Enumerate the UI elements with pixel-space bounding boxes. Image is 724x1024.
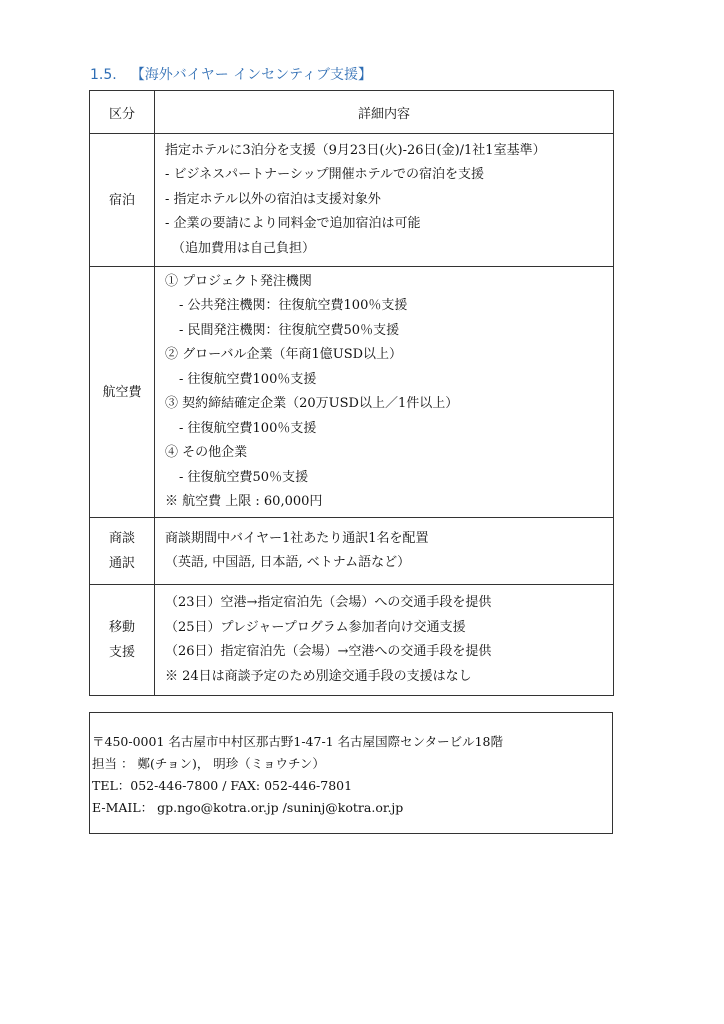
contact-box (89, 712, 613, 834)
details-cell (155, 518, 614, 585)
section-heading (90, 64, 372, 84)
category-cell (90, 585, 155, 696)
category-cell (90, 267, 155, 518)
detail-line: ※ 24日は商談予定のため別途交通手段の支援はなし (165, 668, 472, 684)
category-label: 支援 (108, 645, 135, 660)
category-label: 通訳 (108, 556, 135, 571)
detail-line: ① プロジェクト発注機関 (165, 273, 312, 289)
detail-line: （23日）空港→指定宿泊先（会場）への交通手段を提供 (165, 595, 492, 610)
detail-line: ※ 航空費 上限 : 60,000円 (165, 494, 323, 509)
table-row-airfare (90, 267, 614, 518)
header-category: 区分 (90, 91, 155, 134)
category-cell (90, 134, 155, 267)
detail-line: - 往復航空費100％支援 (179, 371, 317, 387)
contact-address: 〒450-0001 名古屋市中村区那古野1-47-1 名古屋国際センタービル18階 (92, 734, 504, 749)
detail-line: - 往復航空費100％支援 (179, 420, 317, 436)
detail-line: （英語, 中国語, 日本語, ベトナム語など） (165, 555, 411, 570)
detail-line: - 往復航空費50％支援 (179, 469, 309, 485)
detail-line: ③ 契約締結確定企業（20万USD以上／1件以上） (165, 396, 459, 411)
details-cell (155, 134, 614, 267)
table-row-lodging (90, 134, 614, 267)
category-label: 移動 (108, 620, 135, 635)
detail-line: - 指定ホテル以外の宿泊は支援対象外 (165, 191, 381, 207)
contact-phone-fax: TEL：052-446-7800 / FAX: 052-446-7801 (92, 778, 353, 793)
section-number: 1.5. (90, 67, 117, 83)
table-row-transport (90, 585, 614, 696)
table-header-row (90, 91, 614, 134)
detail-line: （25日）プレジャープログラム参加者向け交通支援 (165, 619, 466, 635)
header-details: 詳細内容 (155, 91, 614, 134)
category-label: 商談 (108, 531, 135, 546)
detail-line: - 公共発注機関：往復航空費100％支援 (179, 298, 408, 313)
section-title: 【海外バイヤー インセンティブ支援】 (130, 67, 373, 83)
detail-line: （追加費用は自己負担） (172, 240, 316, 256)
detail-line: - 企業の要請により同料金で追加宿泊は可能 (165, 216, 421, 232)
category-label: 航空費 (102, 384, 142, 400)
category-cell (90, 518, 155, 585)
detail-line: - ビジネスパートナーシップ開催ホテルでの宿泊を支援 (165, 167, 484, 183)
detail-line: （26日）指定宿泊先（会場）→空港への交通手段を提供 (165, 644, 492, 659)
contact-person: 担当 ： 鄭(チョン)， 明珍（ミョウチン） (92, 756, 325, 771)
details-cell (155, 585, 614, 696)
incentive-table (89, 90, 614, 696)
detail-line: - 民間発注機関：往復航空費50％支援 (179, 322, 400, 338)
table-row-interpretation (90, 518, 614, 585)
category-label: 宿泊 (108, 192, 135, 208)
contact-email: E-MAIL： gp.ngo@kotra.or.jp /suninj@kotra.or.jp (92, 800, 404, 815)
details-cell (155, 267, 614, 518)
detail-line: 商談期間中バイヤー1社あたり通訳1名を配置 (165, 530, 429, 546)
detail-line: ④ その他企業 (165, 445, 248, 460)
detail-line: ② グローバル企業（年商1億USD以上） (165, 347, 403, 362)
detail-line: 指定ホテルに3泊分を支援（9月23日(火)-26日(金)/1社1室基準） (165, 142, 546, 158)
